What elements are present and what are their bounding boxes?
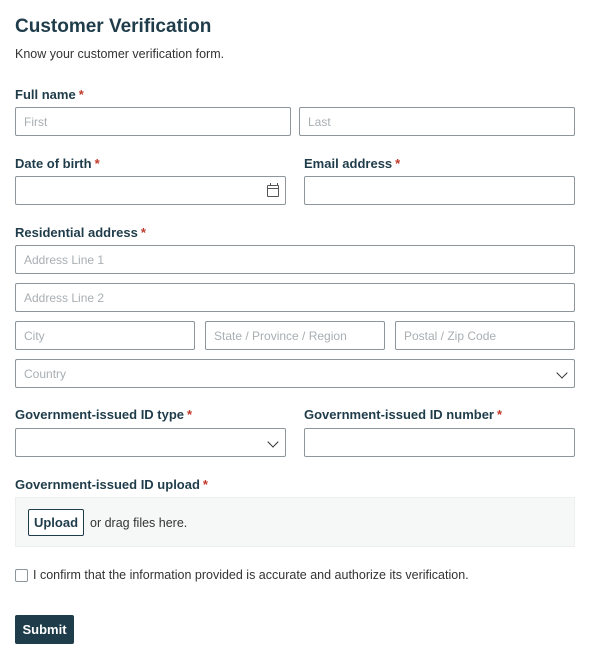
- calendar-icon[interactable]: [267, 185, 279, 197]
- first-name-placeholder: First: [24, 114, 48, 129]
- country-select[interactable]: [15, 359, 575, 388]
- required-marker: *: [78, 87, 84, 102]
- id-type-label-text: Government-issued ID type: [15, 407, 185, 422]
- first-name-input[interactable]: [15, 107, 291, 136]
- country-placeholder: Country: [24, 366, 67, 381]
- email-label-text: Email address: [304, 156, 393, 171]
- required-marker: *: [140, 225, 146, 240]
- form-title: Customer Verification: [15, 16, 212, 37]
- id-number-label-text: Government-issued ID number: [304, 407, 494, 422]
- last-name-input[interactable]: [299, 107, 575, 136]
- postal-placeholder: Postal / Zip Code: [404, 328, 497, 343]
- full-name-label: [15, 87, 84, 102]
- id-type-label: [15, 407, 192, 422]
- email-label: [304, 156, 400, 171]
- confirm-text: I confirm that the information provided is accurate and authorize its verification.: [33, 568, 469, 582]
- chevron-down-icon: [556, 367, 567, 378]
- upload-dropzone[interactable]: [15, 497, 575, 547]
- upload-button[interactable]: Upload: [28, 509, 84, 536]
- address-label-text: Residential address: [15, 225, 138, 240]
- full-name-label-text: Full name: [15, 87, 76, 102]
- required-marker: *: [187, 407, 193, 422]
- id-upload-label: [15, 477, 208, 492]
- state-input[interactable]: [205, 321, 385, 350]
- address-label: [15, 225, 146, 240]
- submit-button[interactable]: Submit: [15, 615, 74, 644]
- address-line2-placeholder: Address Line 2: [24, 290, 105, 305]
- last-name-placeholder: Last: [308, 114, 331, 129]
- city-placeholder: City: [24, 328, 45, 343]
- required-marker: *: [496, 407, 503, 422]
- form-subtitle: Know your customer verification form.: [15, 47, 225, 61]
- id-upload-label-text: Government-issued ID upload: [15, 477, 200, 492]
- dob-label-text: Date of birth: [15, 156, 92, 171]
- address-line1-input[interactable]: [15, 245, 575, 274]
- city-input[interactable]: [15, 321, 195, 350]
- dob-label: [15, 156, 100, 171]
- address-line1-placeholder: Address Line 1: [24, 252, 105, 267]
- drag-files-text: or drag files here.: [90, 516, 188, 530]
- chevron-down-icon: [267, 436, 278, 447]
- id-number-label: [304, 407, 502, 422]
- required-marker: *: [94, 156, 100, 171]
- required-marker: *: [202, 477, 208, 492]
- confirm-checkbox[interactable]: [15, 569, 28, 582]
- address-line2-input[interactable]: [15, 283, 575, 312]
- email-input[interactable]: [304, 176, 575, 205]
- postal-input[interactable]: [395, 321, 575, 350]
- dob-input[interactable]: [15, 176, 286, 205]
- id-type-select[interactable]: [15, 428, 286, 457]
- required-marker: *: [395, 156, 401, 171]
- id-number-input[interactable]: [304, 428, 575, 457]
- state-placeholder: State / Province / Region: [214, 328, 347, 343]
